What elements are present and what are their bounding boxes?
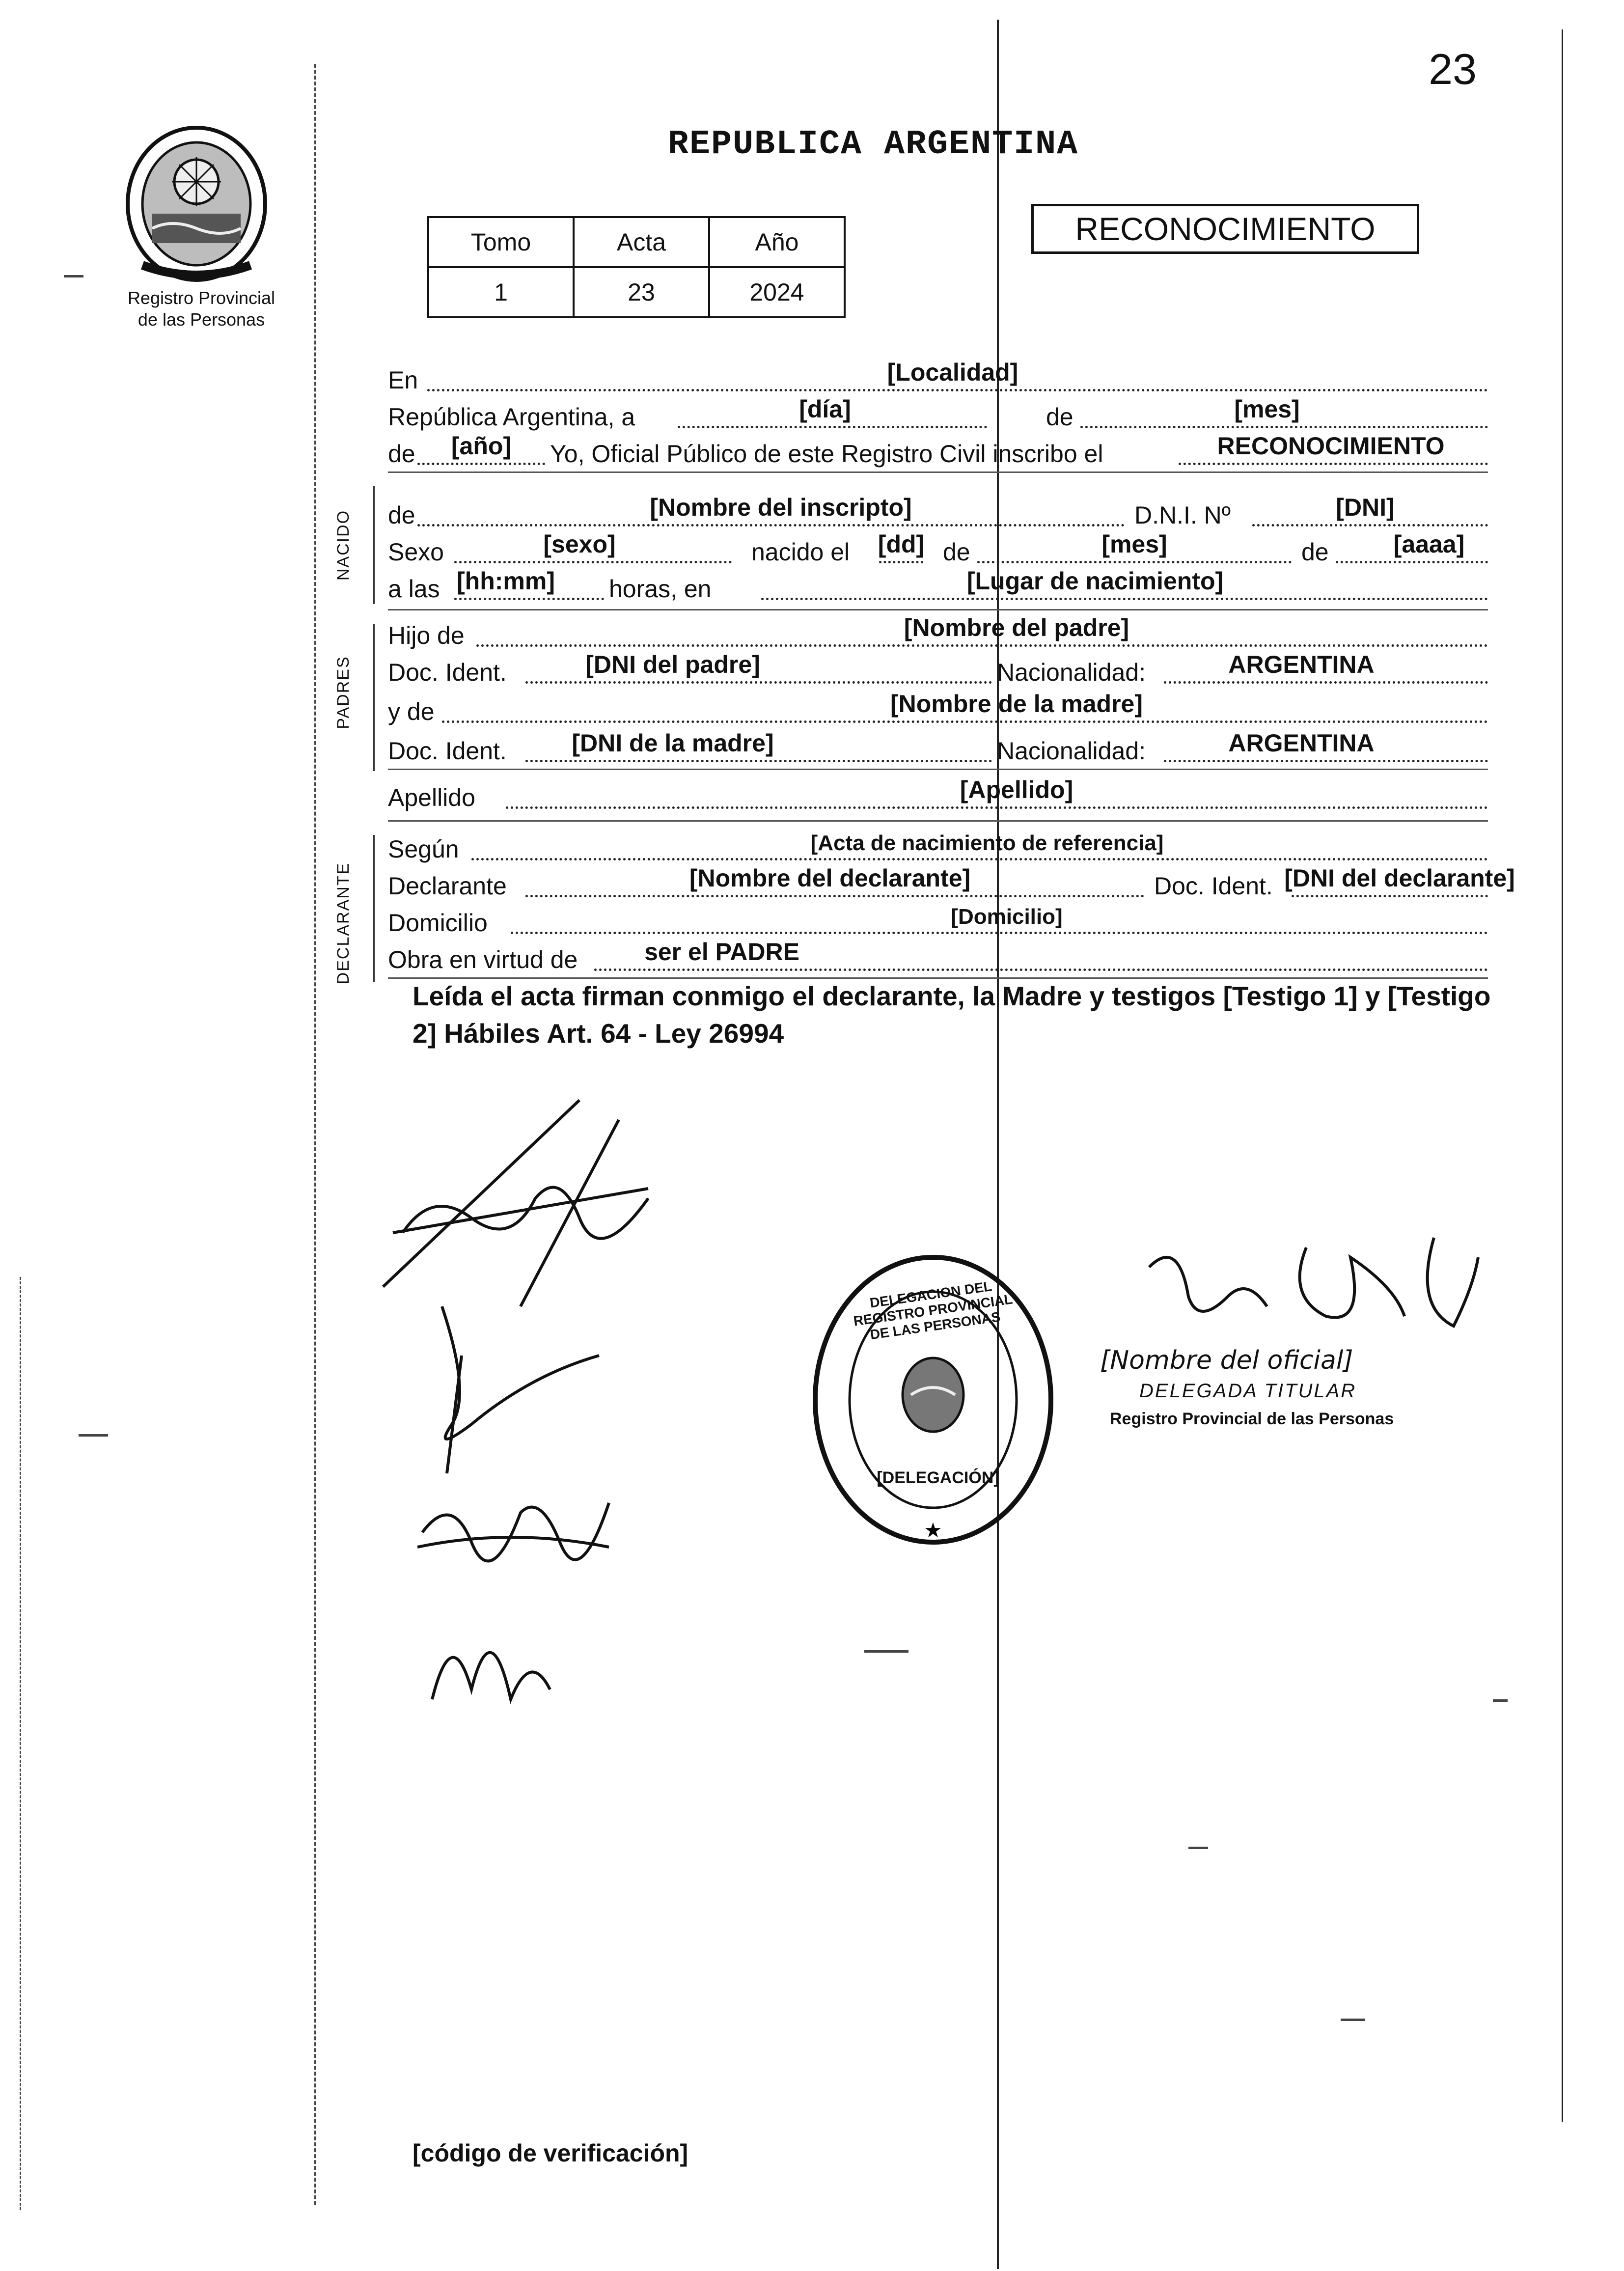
dotted-leader — [417, 463, 545, 465]
dotted-leader — [1164, 760, 1488, 762]
hijo-de-label: Hijo de — [388, 622, 465, 649]
birth-de-label-2: de — [1301, 538, 1329, 566]
line-padre — [388, 614, 1488, 652]
domicilio-label: Domicilio — [388, 909, 488, 937]
dotted-leader — [427, 389, 1488, 391]
line-sexo — [388, 530, 1488, 568]
verification-hash: [código de verificación] — [413, 2139, 688, 2167]
mother-name-value: [Nombre de la madre] — [890, 690, 1143, 718]
declarante-name-value: [Nombre del declarante] — [689, 864, 971, 892]
mother-nationality-label: Nacionalidad: — [997, 737, 1146, 765]
father-nationality-label: Nacionalidad: — [997, 659, 1146, 686]
signature-madre — [413, 1297, 609, 1493]
line-padre-doc — [388, 651, 1488, 689]
act-type-value: RECONOCIMIENTO — [1217, 432, 1445, 460]
dotted-leader — [1179, 463, 1488, 465]
dotted-leader — [525, 681, 992, 684]
declarante-bracket — [373, 835, 375, 982]
padres-bracket — [373, 624, 375, 771]
signature-officer — [1139, 1228, 1483, 1346]
sexo-value: [sexo] — [543, 530, 616, 558]
dotted-leader — [1080, 426, 1488, 428]
dotted-leader — [1336, 561, 1488, 563]
dotted-leader — [454, 598, 604, 600]
signature-testigo-1 — [413, 1473, 619, 1572]
dni-label: D.N.I. Nº — [1134, 501, 1231, 529]
birth-day-value: [dd] — [878, 530, 925, 558]
dotted-leader — [594, 969, 1488, 971]
segun-label: Según — [388, 835, 459, 863]
dotted-leader — [525, 895, 1144, 897]
dotted-leader — [678, 426, 987, 428]
dotted-leader — [454, 561, 732, 563]
apellido-value: [Apellido] — [960, 776, 1073, 803]
dotted-leader — [471, 858, 1488, 860]
horas-label: horas, en — [609, 575, 712, 603]
birth-year-value: [aaaa] — [1393, 530, 1465, 558]
birth-month-value: [mes] — [1101, 530, 1167, 558]
dotted-leader — [506, 806, 1488, 809]
closing-statement: Leída el acta firman conmigo el declarante, la Madre y testigos [Testigo 1] y [Testigo 2] Hábiles Art. 64 - Ley 26994 — [413, 981, 1491, 1049]
declarante-section-label: DECLARANTE — [334, 862, 353, 985]
scan-speck — [64, 275, 83, 277]
section-rule — [388, 609, 1488, 610]
father-name-value: [Nombre del padre] — [904, 614, 1129, 641]
dotted-leader — [1292, 895, 1488, 897]
padres-section-label: PADRES — [334, 656, 353, 729]
dotted-leader — [442, 720, 1488, 723]
dotted-leader — [761, 598, 1488, 600]
line-nacido-nombre — [388, 494, 1488, 531]
de-label: de — [1046, 403, 1073, 431]
year-value: [año] — [451, 432, 512, 460]
birth-de-label: de — [943, 538, 970, 566]
obra-value: ser el PADRE — [644, 938, 799, 966]
svg-text:★: ★ — [924, 1518, 942, 1542]
obra-label: Obra en virtud de — [388, 946, 578, 973]
father-nationality-value: ARGENTINA — [1228, 651, 1375, 678]
seal-ring-text: DELEGACION DEL REGISTRO PROVINCIAL DE LAS PERSONAS — [853, 1278, 1014, 1343]
acta-value: 23 — [574, 267, 709, 317]
line-segun — [388, 831, 1488, 865]
tomo-header: Tomo — [428, 217, 574, 267]
sexo-label: Sexo — [388, 538, 444, 566]
line-en — [388, 359, 1488, 396]
declarante-label: Declarante — [388, 872, 507, 900]
birth-place-value: [Lugar de nacimiento] — [966, 567, 1224, 595]
section-rule — [388, 471, 1488, 473]
tomo-value: 1 — [428, 267, 574, 317]
place-value: [Localidad] — [887, 359, 1018, 386]
line-madre-doc — [388, 729, 1488, 767]
officer-name: [Nombre del oficial] — [1100, 1346, 1353, 1375]
scan-speck — [1341, 2019, 1365, 2021]
father-doc-value: [DNI del padre] — [585, 651, 760, 678]
line-inscribo — [388, 432, 1488, 470]
declarante-doc-value: [DNI del declarante] — [1284, 864, 1515, 892]
dotted-leader — [1164, 681, 1488, 684]
mother-nationality-value: ARGENTINA — [1228, 729, 1375, 757]
acta-header: Acta — [574, 217, 709, 267]
dni-value: [DNI] — [1336, 494, 1395, 521]
nacido-bracket — [373, 486, 375, 604]
line-apellido — [388, 776, 1488, 814]
line-fecha — [388, 395, 1488, 433]
scan-speck — [79, 1434, 108, 1437]
month-value: [mes] — [1234, 395, 1300, 423]
far-left-mark — [20, 1277, 21, 2210]
dotted-leader — [417, 524, 1125, 526]
crest-caption — [93, 287, 309, 331]
seal-center-text: [DELEGACIÓN] — [877, 1468, 999, 1487]
scan-speck — [1493, 1699, 1508, 1702]
section-rule — [388, 820, 1488, 822]
dotted-leader — [476, 644, 1488, 647]
anio-value: 2024 — [709, 267, 845, 317]
line-hora-lugar — [388, 567, 1488, 605]
provincial-crest-icon — [123, 123, 270, 285]
crest-caption-line1: Registro Provincial — [127, 288, 275, 308]
dotted-leader — [879, 561, 923, 563]
alas-label: a las — [388, 575, 440, 603]
mother-doc-value: [DNI de la madre] — [572, 729, 774, 757]
anio-header: Año — [709, 217, 845, 267]
republica-label: República Argentina, a — [388, 403, 635, 431]
line-declarante — [388, 864, 1515, 902]
line-madre — [388, 690, 1488, 728]
line-domicilio — [388, 905, 1488, 939]
nacido-section-label: NACIDO — [334, 509, 353, 581]
de-label-2: de — [388, 440, 415, 468]
day-value: [día] — [799, 395, 851, 423]
left-margin-line — [314, 64, 316, 2205]
line-obra — [388, 938, 1488, 976]
page-number: 23 — [1429, 45, 1477, 93]
signature-testigo-2 — [422, 1591, 570, 1719]
document-type-box: RECONOCIMIENTO — [1031, 204, 1419, 254]
officer-office: Registro Provincial de las Personas — [1110, 1410, 1394, 1428]
right-margin-line — [1562, 29, 1563, 2122]
dotted-leader — [511, 932, 1488, 934]
nacido-de-label: de — [388, 501, 415, 529]
crest-caption-line2: de las Personas — [138, 309, 265, 330]
y-de-label: y de — [388, 698, 435, 725]
officer-text: Yo, Oficial Público de este Registro Civil inscribo el — [550, 440, 1103, 468]
signature-declarante — [373, 1071, 766, 1316]
apellido-label: Apellido — [388, 784, 475, 811]
birth-time-value: [hh:mm] — [457, 567, 555, 595]
nacido-name-value: [Nombre del inscripto] — [650, 494, 912, 521]
mother-doc-label: Doc. Ident. — [388, 737, 507, 765]
segun-value: [Acta de nacimiento de referencia] — [810, 831, 1164, 855]
scan-speck — [1188, 1847, 1208, 1849]
fold-line — [997, 20, 999, 2269]
scan-speck — [864, 1650, 908, 1653]
section-rule — [388, 769, 1488, 770]
dotted-leader — [525, 760, 992, 762]
dotted-leader — [1252, 524, 1488, 526]
father-doc-label: Doc. Ident. — [388, 659, 507, 686]
register-table — [427, 216, 846, 318]
nacido-el-label: nacido el — [751, 538, 850, 566]
document-title: REPUBLICA ARGENTINA — [668, 125, 1079, 164]
en-label: En — [388, 366, 418, 394]
domicilio-value: [Domicilio] — [951, 905, 1063, 929]
dotted-leader — [977, 561, 1292, 563]
officer-role: DELEGADA TITULAR — [1139, 1380, 1357, 1402]
declarante-doc-label: Doc. Ident. — [1154, 872, 1273, 900]
